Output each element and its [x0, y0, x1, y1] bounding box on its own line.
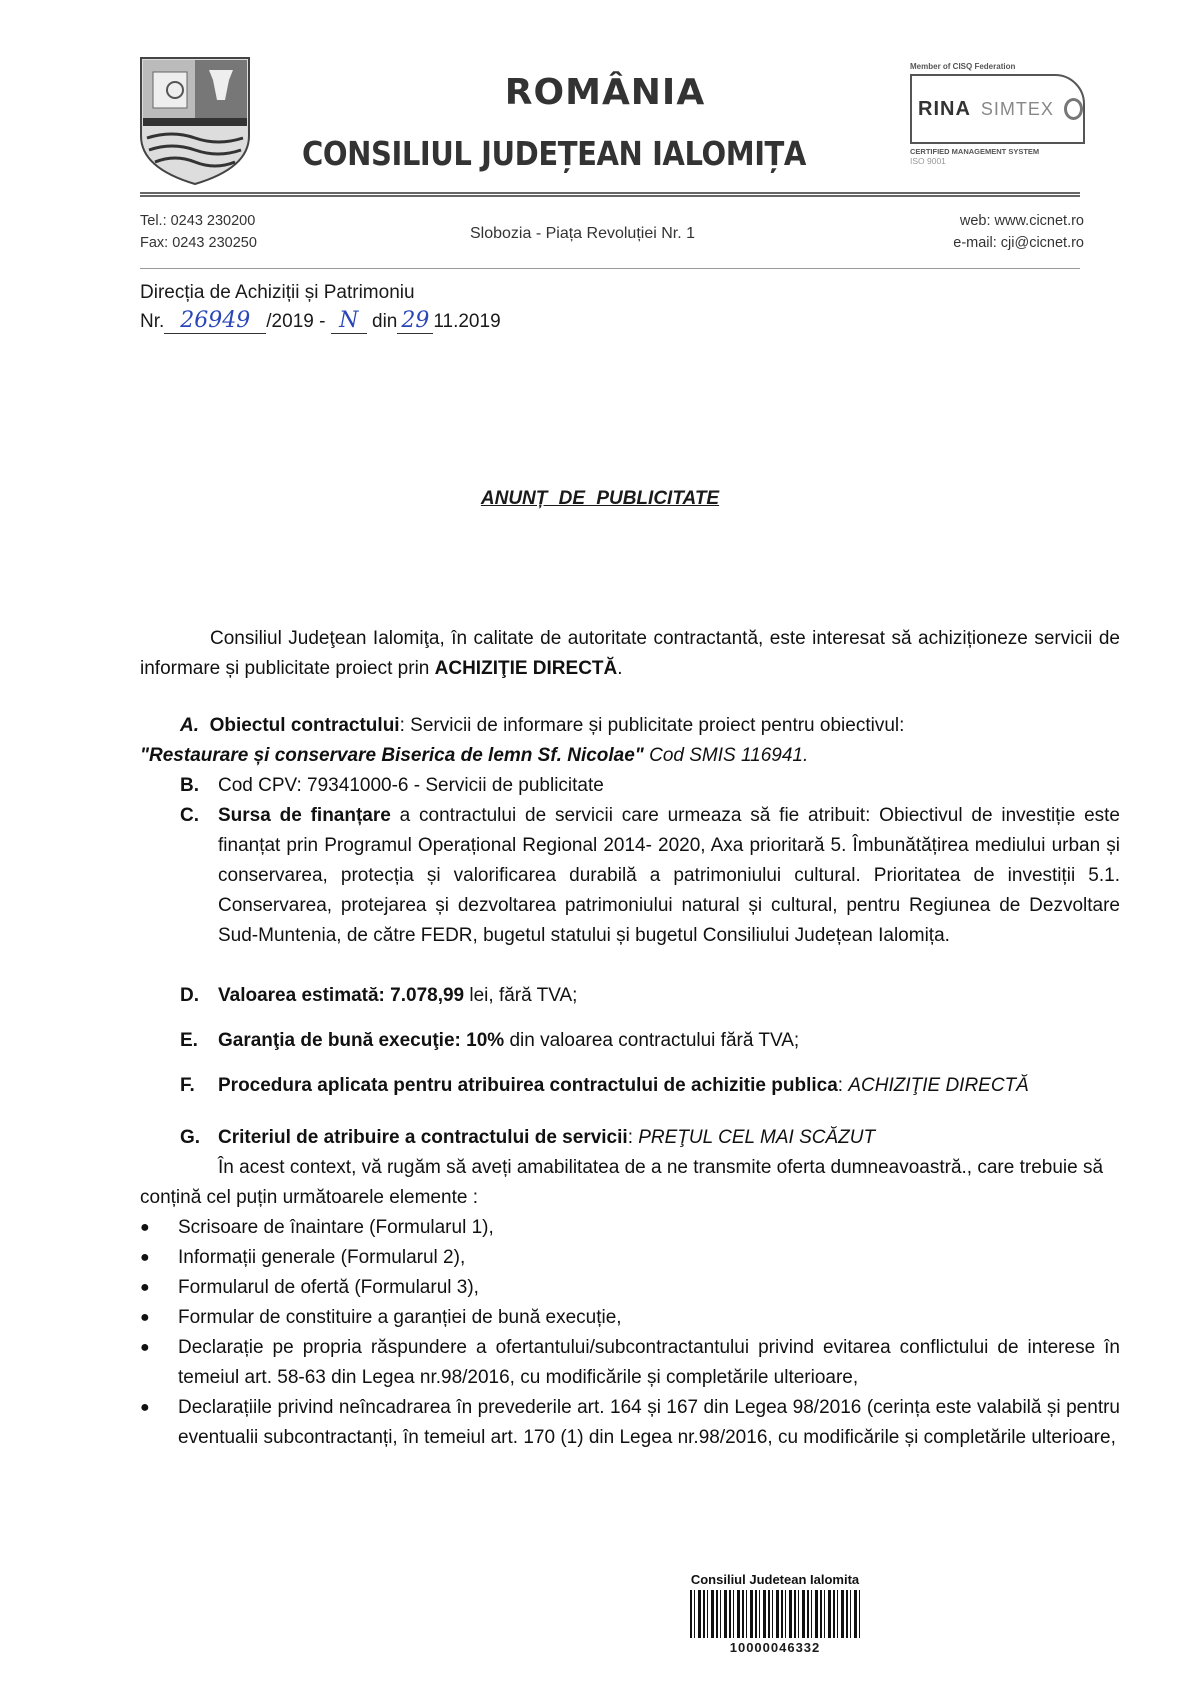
phone-number: Tel.: 0243 230200 [140, 213, 256, 229]
list-item: ● Declarațiile privind neîncadrarea în prevederile art. 164 și 167 din Legea 98/2016 (cerința este valabilă și pentru eventualii subcontractanți, în temeiul art. 170 (1) din Legea nr.98/2016, cu modificările și completările ulterioare, [140, 1393, 1120, 1453]
cert-brand-rina: RINA [918, 97, 971, 120]
item-a: A. Obiectul contractului: Servicii de informare și publicitate proiect pentru obiectivul: [180, 715, 905, 736]
item-c-heading: Sursa de finanțare [218, 805, 391, 826]
barcode-icon [690, 1590, 860, 1638]
item-b: B. Cod CPV: 79341000-6 - Servicii de publicitate [180, 771, 1120, 801]
intro-paragraph: Consiliul Judeţean Ialomiţa, în calitate de autoritate contractantă, este interesat să achiziționeze servicii de informare și publicitate proiect prin ACHIZIŢIE DIRECTĂ. [140, 628, 1120, 679]
bullet-icon: ● [140, 1249, 150, 1266]
handwritten-registration-number: 26949 [164, 308, 266, 334]
item-f: F. Procedura aplicata pentru atribuirea contractului de achizitie publica: ACHIZIŢIE DIRECTĂ [180, 1075, 1029, 1096]
award-criterion: PREŢUL CEL MAI SCĂZUT [638, 1127, 876, 1148]
county-coat-of-arms-icon [137, 56, 253, 186]
item-g: G. Criteriul de atribuire a contractului de servicii: PREŢUL CEL MAI SCĂZUT [180, 1127, 876, 1148]
bullet-icon: ● [140, 1339, 150, 1356]
date-suffix: 11.2019 [433, 311, 501, 332]
performance-guarantee: Garanţia de bună execuţie: 10% [218, 1030, 505, 1051]
cert-member-text: Member of CISQ Federation [910, 62, 1016, 71]
handwritten-letter: N [331, 308, 367, 334]
contact-divider [140, 268, 1080, 269]
list-item: ● Informații generale (Formularul 2), [140, 1243, 1120, 1273]
cert-system-text: CERTIFIED MANAGEMENT SYSTEM [910, 147, 1040, 156]
cert-box [910, 74, 1085, 144]
bullet-icon: ● [140, 1399, 150, 1416]
nr-prefix: Nr. [140, 311, 165, 332]
country-title: ROMÂNIA [504, 72, 706, 113]
contact-web-email [953, 210, 1084, 254]
cert-standard-text: ISO 9001 [910, 156, 946, 166]
din-label: din [372, 311, 398, 332]
registry-barcode-stamp [680, 1572, 870, 1655]
address: Slobozia - Piața Revoluției Nr. 1 [470, 225, 695, 242]
header-divider [140, 192, 1080, 197]
item-f-heading: Procedura aplicata pentru atribuirea contractului de achizitie publica [218, 1075, 838, 1096]
required-documents-list [140, 1213, 1120, 1453]
cpv-code: Cod CPV: 79341000-6 - Servicii de publicitate [218, 775, 604, 796]
cert-brand-simtex: SIMTEX [980, 98, 1054, 119]
estimated-value: Valoarea estimată: 7.078,99 [218, 985, 465, 1006]
list-item: ● Declarație pe propria răspundere a ofertantului/subcontractantului privind evitarea conflictului de interese în temeiul art. 58-63 din Legea nr.98/2016, cu modificările și completările ulterioare, [140, 1333, 1120, 1393]
item-a-objective [140, 741, 1120, 771]
item-c: C. Sursa de finanțare a contractului de servicii care urmeaza să fie atribuit: Obiectivul de investiție este finanțat prin Programul Operațional Regional 2014- 2020, Axa prioritară 5. Îmbunătățirea mediului urban și conservarea, protecția și valorificarea durabilă a patrimoniului cultural. Prioritatea de investiții 5.1. Conservarea, protejarea și dezvoltarea patrimoniului natural și cultural, pentru Regiunea de Dezvoltare Sud-Muntenia, de către FEDR, bugetul statului și bugetul Consiliului Județean Ialomița. [180, 805, 1120, 946]
website-link[interactable]: web: www.cicnet.ro [959, 213, 1084, 229]
registration-number-line [140, 308, 501, 334]
item-g-heading: Criteriul de atribuire a contractului de servicii [218, 1127, 628, 1148]
list-item: ● Formular de constituire a garanției de bună execuție, [140, 1303, 1120, 1333]
item-d: D. Valoarea estimată: 7.078,99 lei, fără TVA; [180, 985, 578, 1006]
year-part: /2019 - [266, 311, 326, 332]
document-title: ANUNȚ DE PUBLICITATE [480, 488, 720, 509]
institution-title: CONSILIUL JUDEȚEAN IALOMIȚA [302, 134, 806, 173]
funding-source-text: a contractului de servicii care urmeaza să fie atribuit: Obiectivul de investiție este finanțat prin Programul Operațional Regional 2014- 2020, Axa prioritară 5. Îmbunătățirea mediului urban și conservarea, protecția și valorificarea durabilă a patrimoniului cultural. Prioritatea de investiții 5.1. Conservarea, protejarea și dezvoltarea patrimoniului natural și cultural, pentru Regiunea de Dezvoltare Sud-Muntenia, de către FEDR, bugetul statului și bugetul Consiliului Județean Ialomița. [218, 805, 1120, 946]
item-e: E. Garanţia de bună execuţie: 10% din valoarea contractului fără TVA; [180, 1030, 800, 1051]
certification-logo [900, 62, 1100, 182]
smis-code: Cod SMIS 116941. [643, 745, 809, 766]
bullet-icon: ● [140, 1309, 150, 1326]
procedure-emphasis: ACHIZIŢIE DIRECTĂ [434, 658, 618, 679]
item-a-heading: Obiectul contractului [209, 715, 400, 736]
handwritten-day: 29 [397, 308, 433, 334]
barcode-label: Consiliul Judetean Ialomita [690, 1572, 860, 1587]
procedure-type: ACHIZIŢIE DIRECTĂ [848, 1075, 1029, 1096]
cert-seal-icon [1064, 98, 1083, 120]
email-link[interactable]: e-mail: cji@cicnet.ro [953, 235, 1084, 251]
bullet-icon: ● [140, 1279, 150, 1296]
list-item: ● Formularul de ofertă (Formularul 3), [140, 1273, 1120, 1303]
barcode-number: 10000046332 [729, 1640, 821, 1655]
fax-number: Fax: 0243 230250 [140, 235, 257, 251]
contact-phone-fax [140, 210, 257, 254]
department-name: Direcția de Achiziții și Patrimoniu [140, 282, 415, 303]
list-item: ● Scrisoare de înaintare (Formularul 1), [140, 1213, 1120, 1243]
context-paragraph: În acest context, vă rugăm să aveți amabilitatea de a ne transmite oferta dumneavoastră., care trebuie să conțină cel puțin următoarele elemente : [140, 1157, 1104, 1208]
objective-title: "Restaurare și conservare Biserica de lemn Sf. Nicolae" [140, 745, 644, 766]
bullet-icon: ● [140, 1219, 150, 1236]
